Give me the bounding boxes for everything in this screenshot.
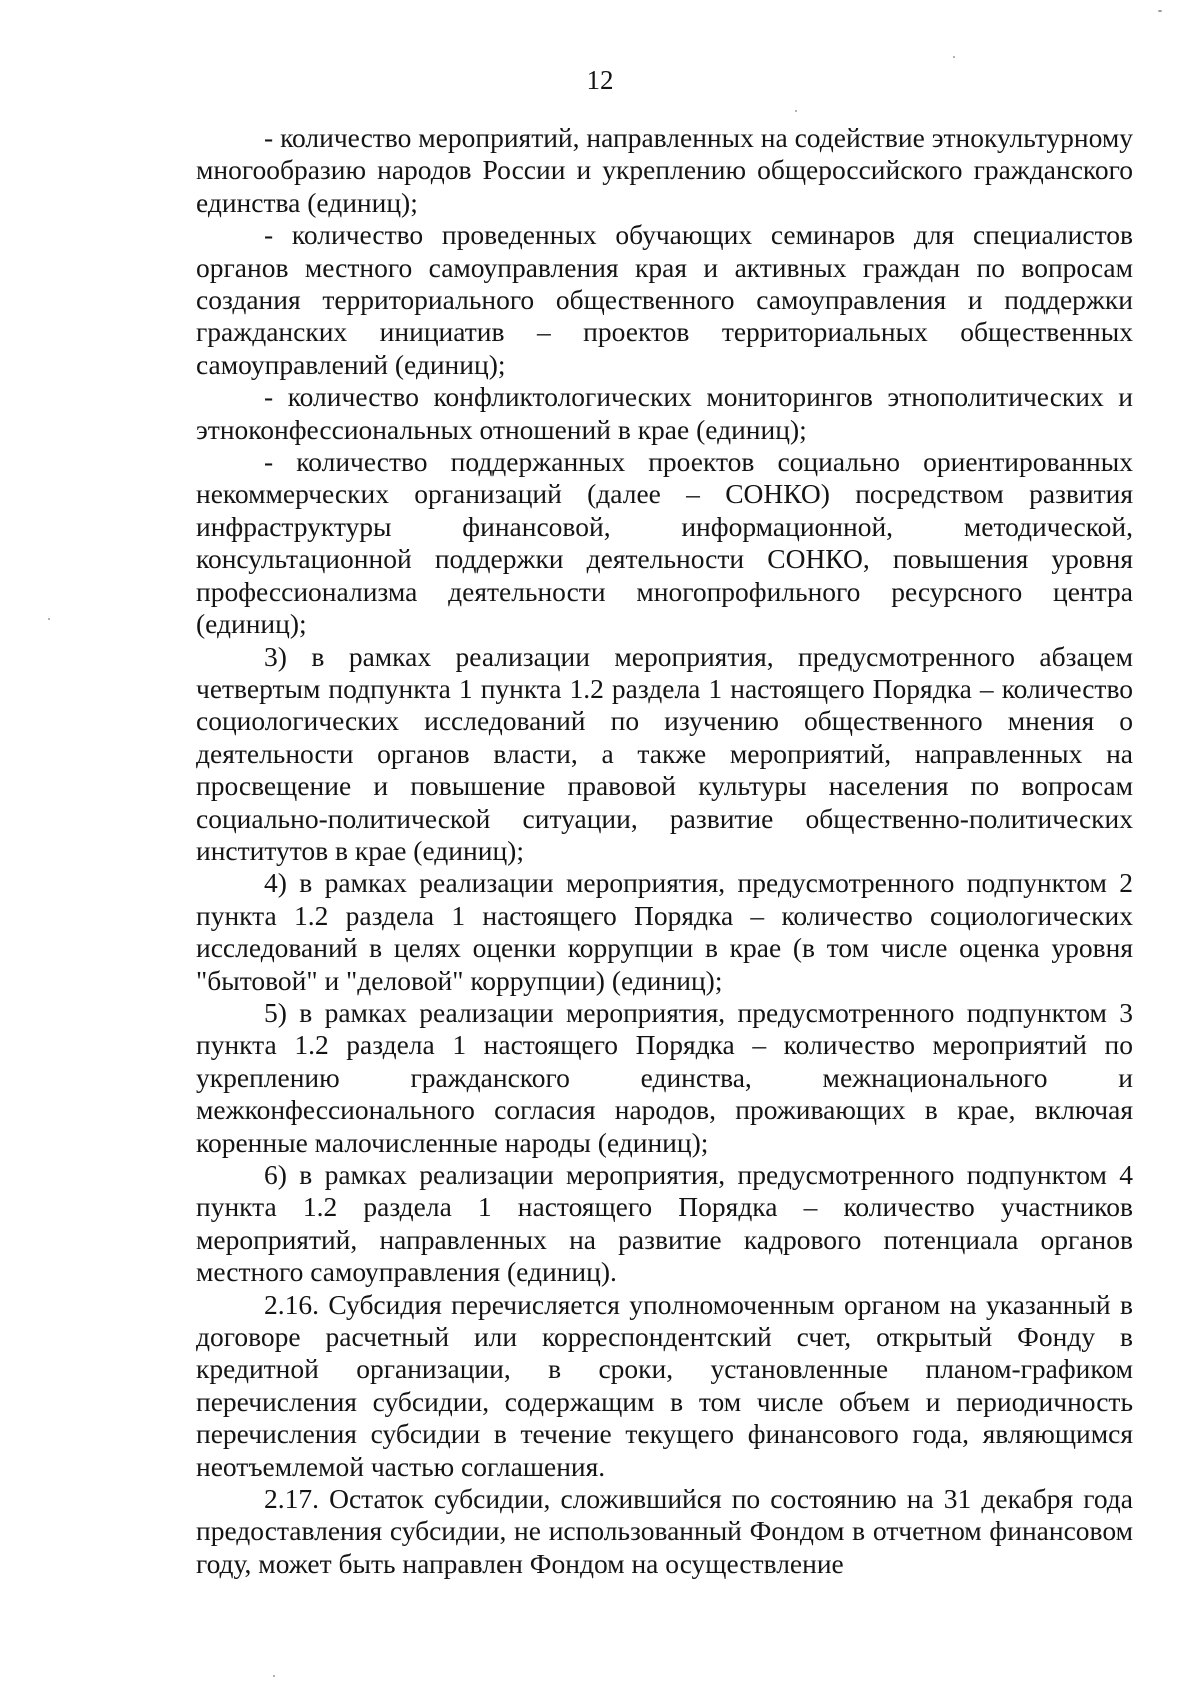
scan-speck (48, 618, 50, 620)
paragraph-item-5: 5) в рамках реализации мероприятия, предусмотренного подпунктом 3 пункта 1.2 раздела 1 настоящего Порядка – количество мероприятий по укреплению гражданского единства, межнационального и межконфессионального согласия народов, проживающих в крае, включая коренные малочисленные народы (единиц); (196, 996, 1133, 1158)
scan-speck (1158, 10, 1162, 12)
paragraph-clause-2-17: 2.17. Остаток субсидии, сложившийся по состоянию на 31 декабря года предоставления субсидии, не использованный Фондом в отчетном финансовом году, может быть направлен Фондом на осуществление (196, 1483, 1133, 1579)
paragraph-indicator-conflict-monitoring: - количество конфликтологических мониторингов этнополитических и этноконфессиональных отношений в крае (единиц); (196, 381, 1133, 445)
paragraph-indicator-ethnocultural-events: - количество мероприятий, направленных на содействие этнокультурному многообразию народов России и укреплению общероссийского гражданского единства (единиц); (196, 122, 1133, 218)
paragraph-item-3: 3) в рамках реализации мероприятия, предусмотренного абзацем четвертым подпункта 1 пункта 1.2 раздела 1 настоящего Порядка – количество социологических исследований по изучению общественного мнения о деятельности органов власти, а также мероприятий, направленных на просвещение и повышение правовой культуры населения по вопросам социально-политической ситуации, развитие общественно-политических институтов в крае (единиц); (196, 640, 1133, 866)
paragraph-indicator-training-seminars: - количество проведенных обучающих семинаров для специалистов органов местного самоуправления края и активных граждан по вопросам создания территориального общественного самоуправления и поддержки гражданских инициатив – проектов территориальных общественных самоуправлений (единиц); (196, 219, 1133, 380)
page-number: 12 (586, 65, 614, 95)
paragraph-item-6: 6) в рамках реализации мероприятия, предусмотренного подпунктом 4 пункта 1.2 раздела 1 настоящего Порядка – количество участников мероприятий, направленных на развитие кадрового потенциала органов местного самоуправления (единиц). (196, 1159, 1133, 1288)
scan-speck (273, 1675, 275, 1677)
scan-speck (953, 56, 955, 58)
paragraph-item-4: 4) в рамках реализации мероприятия, предусмотренного подпунктом 2 пункта 1.2 раздела 1 настоящего Порядка – количество социологических исследований в целях оценки коррупции в крае (в том числе оценка уровня "бытовой" и "деловой" коррупции) (единиц); (196, 867, 1133, 996)
document-body (196, 122, 1133, 1580)
paragraph-indicator-sonko-projects: - количество поддержанных проектов социально ориентированных некоммерческих организаций (далее – СОНКО) посредством развития инфраструктуры финансовой, информационной, методической, консультационной поддержки деятельности СОНКО, повышения уровня профессионализма деятельности многопрофильного ресурсного центра (единиц); (196, 446, 1133, 640)
paragraph-clause-2-16: 2.16. Субсидия перечисляется уполномоченным органом на указанный в договоре расчетный или корреспондентский счет, открытый Фонду в кредитной организации, в сроки, установленные планом-графиком перечисления субсидии, содержащим в том числе объем и периодичность перечисления субсидии в течение текущего финансового года, являющимся неотъемлемой частью соглашения. (196, 1288, 1133, 1482)
scan-speck (795, 110, 797, 112)
